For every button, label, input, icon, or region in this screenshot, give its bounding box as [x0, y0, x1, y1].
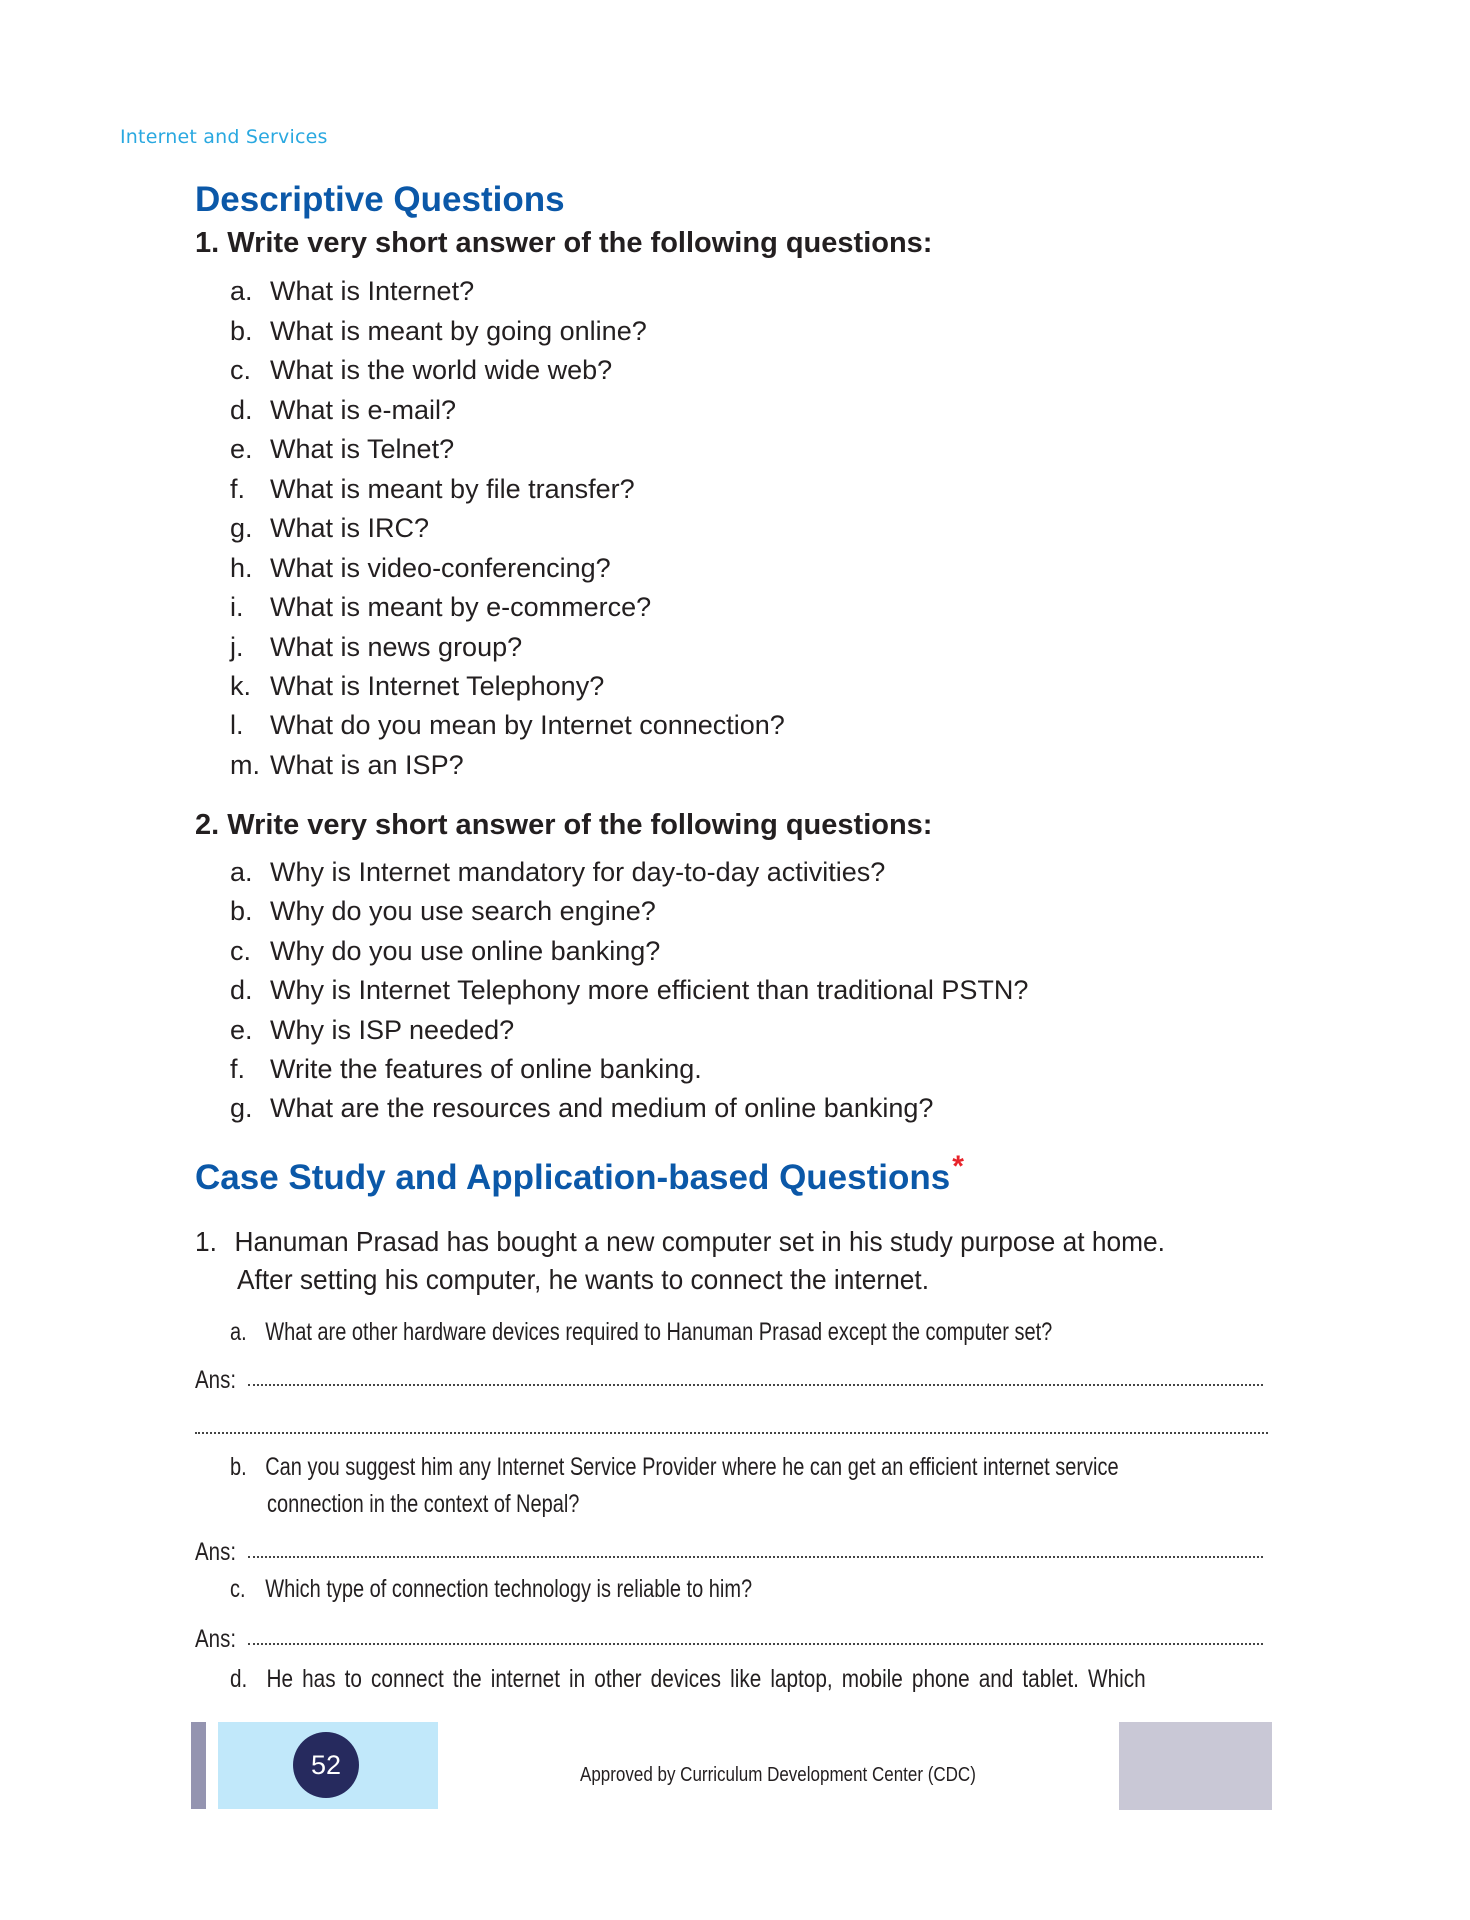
- question-text: What is e-mail?: [270, 395, 457, 425]
- question-text: What are the resources and medium of online banking?: [270, 1093, 934, 1123]
- question-item: [230, 1054, 702, 1085]
- question-item: [230, 276, 474, 307]
- sub-question-label: b.: [230, 1453, 247, 1481]
- answer-label: Ans:: [195, 1625, 237, 1653]
- question-item: [230, 513, 429, 544]
- page-number: 52: [293, 1732, 359, 1798]
- question-label: k.: [230, 671, 252, 701]
- question-label: e.: [230, 434, 253, 464]
- group-2-heading: 2. Write very short answer of the following questions:: [195, 809, 933, 841]
- question-label: m.: [230, 750, 260, 780]
- question-label: f.: [230, 1054, 246, 1084]
- group-1-heading: 1. Write very short answer of the following questions:: [195, 227, 933, 259]
- question-item: [230, 316, 647, 347]
- section-title-text: Case Study and Application-based Questions: [195, 1158, 951, 1197]
- question-text: Why is Internet mandatory for day-to-day activities?: [270, 857, 886, 887]
- question-text: Why is ISP needed?: [270, 1015, 515, 1045]
- sub-question-b: [230, 1453, 1119, 1482]
- question-item: [230, 671, 604, 702]
- question-text: What is Telnet?: [270, 434, 455, 464]
- footer-accent-bar: [191, 1722, 206, 1809]
- question-text: What is the world wide web?: [270, 355, 613, 385]
- question-item: [230, 632, 522, 663]
- question-label: a.: [230, 857, 253, 887]
- answer-line[interactable]: [248, 1556, 1263, 1558]
- question-item: [230, 936, 660, 967]
- answer-line[interactable]: [248, 1643, 1263, 1645]
- question-label: j.: [230, 632, 244, 662]
- sub-question-label: c.: [230, 1575, 246, 1603]
- question-label: f.: [230, 474, 246, 504]
- question-item: [230, 975, 1028, 1006]
- question-text: What do you mean by Internet connection?: [270, 710, 785, 740]
- question-text: What is Internet?: [270, 276, 475, 306]
- asterisk-mark: *: [952, 1150, 964, 1184]
- question-item: [230, 1015, 514, 1046]
- question-label: b.: [230, 316, 253, 346]
- question-item: [230, 592, 651, 623]
- question-item: [230, 355, 612, 386]
- answer-line[interactable]: [195, 1432, 1268, 1434]
- question-label: g.: [230, 1093, 253, 1123]
- question-label: l.: [230, 710, 244, 740]
- footer-gray-block: [1119, 1722, 1272, 1810]
- section-title-descriptive: Descriptive Questions: [195, 180, 565, 219]
- question-label: i.: [230, 592, 244, 622]
- question-label: c.: [230, 355, 252, 385]
- question-text: What is video-conferencing?: [270, 553, 611, 583]
- question-label: g.: [230, 513, 253, 543]
- sub-question-a: [230, 1318, 1052, 1347]
- question-text: Why do you use search engine?: [270, 896, 656, 926]
- question-text: What is Internet Telephony?: [270, 671, 605, 701]
- question-item: [230, 553, 611, 584]
- question-text: What is meant by going online?: [270, 316, 647, 346]
- case-question-1-line-2: After setting his computer, he wants to connect the internet.: [237, 1264, 930, 1295]
- question-label: d.: [230, 975, 253, 1005]
- sub-question-label: a.: [230, 1318, 247, 1346]
- footer-approval-text: Approved by Curriculum Development Center (CDC): [580, 1764, 976, 1786]
- footer-page-box: [218, 1722, 438, 1809]
- question-item: [230, 857, 885, 888]
- question-item: [230, 1093, 933, 1124]
- sub-question-text: Can you suggest him any Internet Service Provider where he can get an efficient internet service: [265, 1453, 1119, 1481]
- question-text: What is meant by e-commerce?: [270, 592, 652, 622]
- case-question-text: Hanuman Prasad has bought a new computer set in his study purpose at home.: [234, 1226, 1166, 1257]
- sub-question-b-line-2: connection in the context of Nepal?: [267, 1490, 580, 1518]
- section-title-case-study: [195, 1150, 964, 1198]
- question-item: [230, 750, 464, 781]
- question-text: What is an ISP?: [270, 750, 464, 780]
- question-text: What is IRC?: [270, 513, 430, 543]
- question-text: Why do you use online banking?: [270, 936, 661, 966]
- running-head: Internet and Services: [120, 126, 328, 148]
- sub-question-text: Which type of connection technology is reliable to him?: [265, 1575, 753, 1603]
- answer-line[interactable]: [248, 1384, 1263, 1386]
- question-label: h.: [230, 553, 253, 583]
- question-text: What is news group?: [270, 632, 523, 662]
- sub-question-label: d.: [230, 1665, 248, 1693]
- case-question-1-line-1: [195, 1226, 1165, 1258]
- sub-question-text: He has to connect the internet in other devices like laptop, mobile phone and tablet. Which: [266, 1665, 1146, 1693]
- question-label: e.: [230, 1015, 253, 1045]
- question-label: b.: [230, 896, 253, 926]
- case-question-label: 1.: [195, 1226, 217, 1257]
- question-label: a.: [230, 276, 253, 306]
- question-item: [230, 710, 785, 741]
- question-text: Write the features of online banking.: [270, 1054, 702, 1084]
- question-text: What is meant by file transfer?: [270, 474, 635, 504]
- answer-label: Ans:: [195, 1538, 237, 1566]
- question-item: [230, 395, 456, 426]
- question-item: [230, 896, 656, 927]
- sub-question-c: [230, 1575, 752, 1604]
- question-label: c.: [230, 936, 252, 966]
- sub-question-d: [230, 1665, 1146, 1694]
- question-item: [230, 434, 454, 465]
- question-text: Why is Internet Telephony more efficient than traditional PSTN?: [270, 975, 1029, 1005]
- question-label: d.: [230, 395, 253, 425]
- answer-label: Ans:: [195, 1366, 237, 1394]
- question-item: [230, 474, 635, 505]
- sub-question-text: What are other hardware devices required to Hanuman Prasad except the computer set?: [265, 1318, 1053, 1346]
